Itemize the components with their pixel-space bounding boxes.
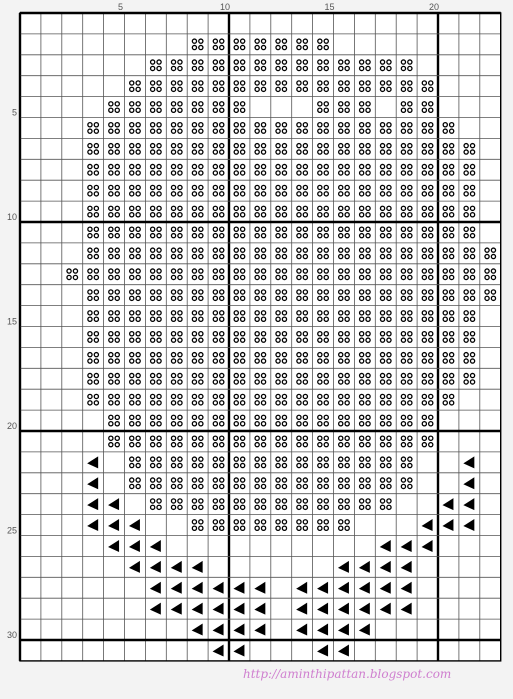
- row-tick-label: 30: [6, 630, 17, 640]
- row-tick-label: 15: [6, 316, 17, 327]
- row-tick-label: 5: [11, 107, 17, 118]
- column-tick-label: 10: [219, 2, 231, 12]
- row-tick-label: 25: [6, 525, 17, 536]
- row-tick-label: 20: [6, 421, 17, 431]
- column-tick-label: 5: [117, 2, 124, 12]
- column-tick-label: 20: [428, 2, 440, 12]
- watermark-text: http://aminthipattan.blogspot.com: [243, 667, 452, 681]
- column-tick-label: 15: [324, 2, 335, 12]
- row-tick-label: 10: [6, 212, 17, 222]
